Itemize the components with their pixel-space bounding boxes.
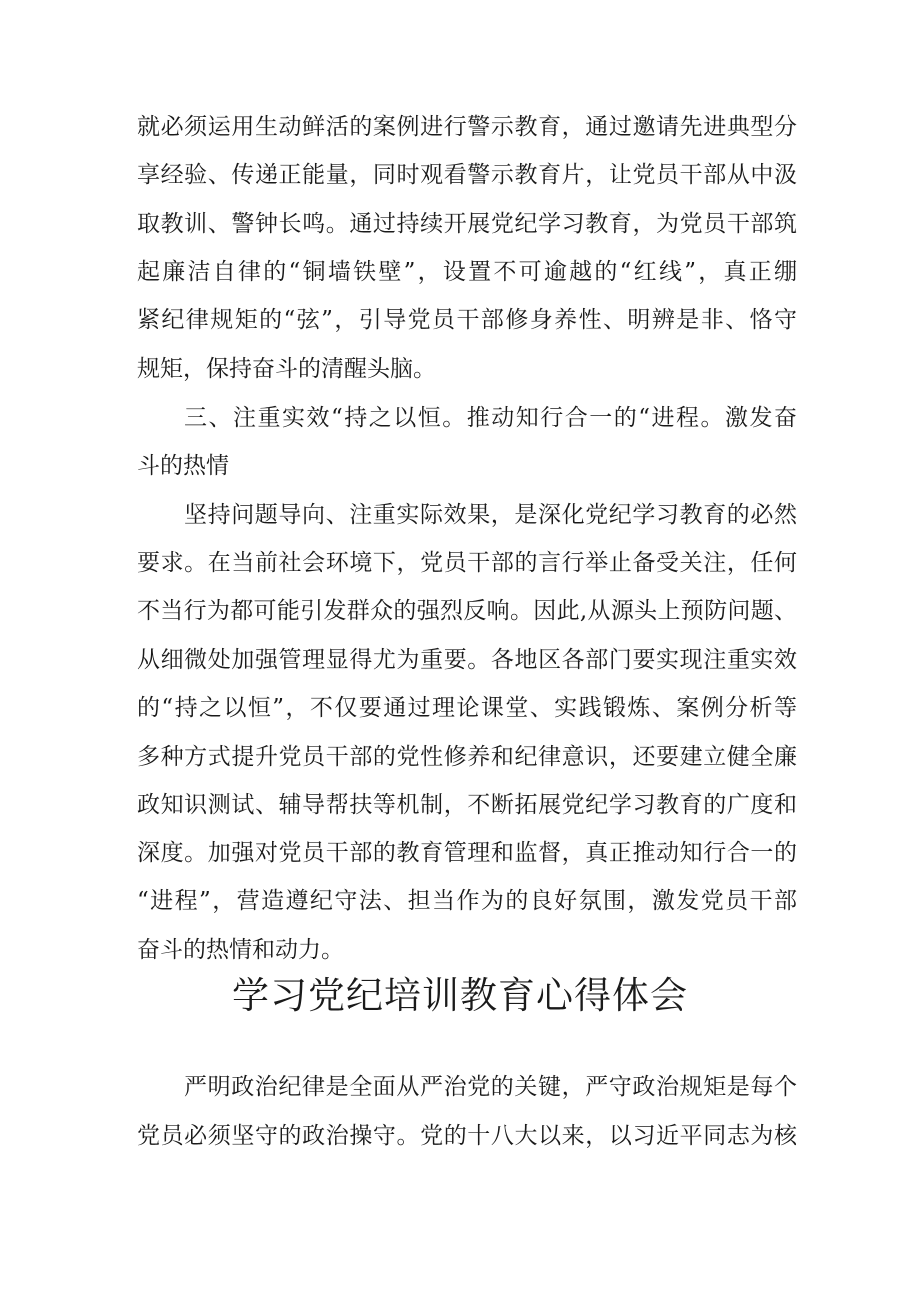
paragraph-line: 政知识测试、辅导帮扶等机制，不断拓展党纪学习教育的广度和 — [137, 792, 797, 818]
paragraph-line: 严明政治纪律是全面从严治党的关键，严守政治规矩是每个 — [184, 1074, 797, 1100]
paragraph-line: 起廉洁自律的“铜墙铁壁”，设置不可逾越的“红线”，真正绷 — [137, 259, 797, 285]
paragraph-line: 享经验、传递正能量，同时观看警示教育片，让党员干部从中汲 — [137, 162, 797, 188]
paragraph-line: 就必须运用生动鲜活的案例进行警示教育，通过邀请先进典型分 — [137, 114, 797, 140]
paragraph-line: 规矩，保持奋斗的清醒头脑。 — [137, 356, 436, 382]
paragraph-line: “进程”，营造遵纪守法、担当作为的良好氛围，激发党员干部 — [137, 888, 797, 914]
paragraph-line: 党员必须坚守的政治操守。党的十八大以来，以习近平同志为核 — [137, 1123, 797, 1149]
paragraph-line: 从细微处加强管理显得尤为重要。各地区各部门要实现注重实效 — [137, 647, 797, 673]
paragraph-line: 深度。加强对党员干部的教育管理和监督，真正推动知行合一的 — [137, 840, 797, 866]
paragraph-line: 奋斗的热情和动力。 — [137, 937, 344, 963]
paragraph-line: 多种方式提升党员干部的党性修养和纪律意识，还要建立健全廉 — [137, 744, 797, 770]
document-title: 学习党纪培训教育心得体会 — [232, 974, 688, 1017]
paragraph-line: 坚持问题导向、注重实际效果，是深化党纪学习教育的必然 — [184, 502, 797, 528]
paragraph-line: 要求。在当前社会环境下，党员干部的言行举止备受关注，任何 — [137, 550, 797, 576]
paragraph-line: 紧纪律规矩的“弦”，引导党员干部修身养性、明辨是非、恪守 — [137, 307, 797, 333]
paragraph-line: 不当行为都可能引发群众的强烈反响。因此,从源头上预防问题、 — [137, 598, 797, 624]
section-heading-line: 三、注重实效“持之以恒。推动知行合一的“进程。激发奋 — [184, 405, 797, 431]
paragraph-line: 的“持之以恒”，不仅要通过理论课堂、实践锻炼、案例分析等 — [137, 695, 797, 721]
paragraph-line: 取教训、警钟长鸣。通过持续开展党纪学习教育，为党员干部筑 — [137, 211, 797, 237]
section-heading-line: 斗的热情 — [137, 453, 229, 479]
